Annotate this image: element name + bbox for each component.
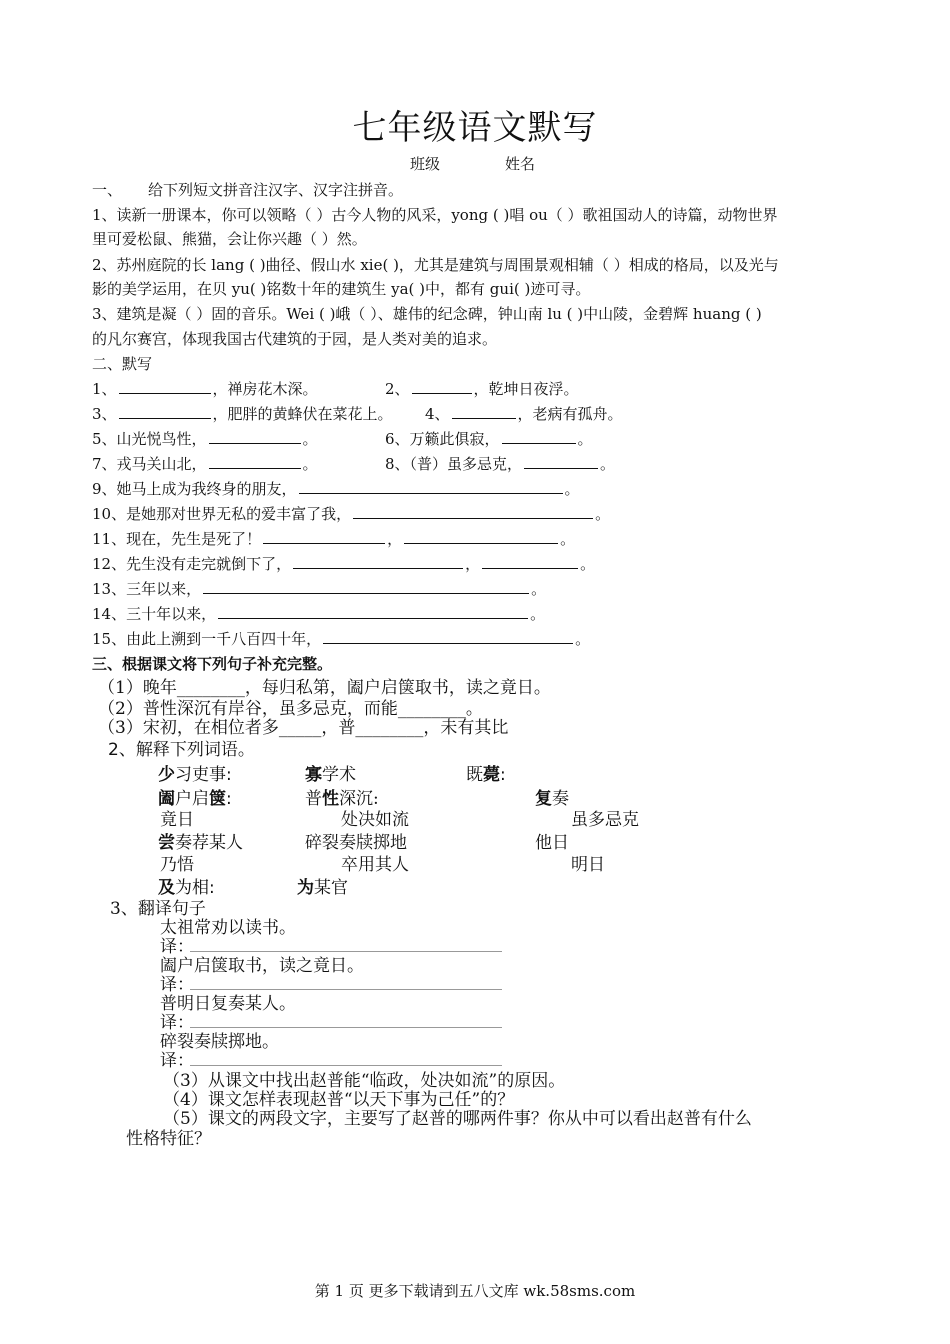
recite-item-10 [92,503,610,524]
page-title: 七年级语文默写 [352,108,598,148]
recite-blank[interactable] [203,579,529,594]
part3-heading: 三、根据课文将下列句子补充完整。 [92,655,333,673]
word-suiduo: 虽多忌克 [571,810,639,830]
word-he-key: 阖 [158,789,175,809]
recite-blank[interactable] [218,604,528,619]
recite-item-15-end: 。 [575,630,591,648]
recite-item-8-text: 8、（普）虽多忌克， [385,455,523,473]
recite-item-2-number: 2、 [385,380,410,398]
recite-item-8 [385,453,615,474]
passage2-line1: 2、苏州庭院的长 lang ( )曲径、假山水 xie( )，尤其是建筑与周围景观相辅（ ）相成的格局，以及光与 [92,256,779,274]
word-fu-rest: 奏 [552,789,569,809]
recite-item-10-end: 。 [595,505,611,523]
recite-blank[interactable] [119,379,211,394]
recite-item-11-end: 。 [560,530,576,548]
translate-label-2: 译： [160,975,194,995]
recite-blank[interactable] [482,554,578,569]
recite-blank[interactable] [299,479,563,494]
recite-blank[interactable] [293,554,463,569]
word-chang-key: 尝 [158,833,175,853]
recite-item-11-mid: ， [387,530,403,548]
recite-blank[interactable] [119,404,211,419]
recite-blank[interactable] [412,379,472,394]
recite-item-1 [92,378,318,399]
complete-sentence-1: （1）晚年________，每归私第，阖户启箧取书，读之竟日。 [98,678,551,698]
recite-item-9-end: 。 [564,480,580,498]
part2-heading: 二、默写 [92,355,153,373]
word-mingri: 明日 [571,855,605,875]
page-footer: 第 1 页 更多下载请到五八文库 wk.58sms.com [314,1282,636,1300]
recite-item-9 [92,478,580,499]
word-ji-rest: 为相: [175,878,215,898]
name-label: 姓名 [505,155,536,173]
word-wei-key: 为 [297,878,314,898]
word-gua [305,760,356,785]
word-gua-key: 寡 [305,765,322,785]
word-xing-key: 性 [322,789,339,809]
recite-item-7 [92,453,318,474]
recite-item-15-text: 15、由此上溯到一千八百四十年， [92,630,322,648]
recite-item-14-text: 14、三十年以来， [92,605,217,623]
recite-item-15 [92,628,590,649]
recite-item-12-text: 12、先生没有走完就倒下了， [92,555,292,573]
recite-item-5-end: 。 [302,430,318,448]
recite-item-3 [92,403,393,424]
recite-item-7-text: 7、戎马关山北， [92,455,207,473]
recite-blank[interactable] [524,454,598,469]
recite-item-10-text: 10、是她那对世界无私的爱丰富了我， [92,505,352,523]
recite-item-6 [385,428,593,449]
passage1-line2: 里可爱松鼠、熊猫，会让你兴趣（ ）然。 [92,230,367,248]
complete-sentence-3: （3）宋初，在相位者多_____，普________，未有其比 [98,718,509,738]
recite-blank[interactable] [263,529,385,544]
recite-item-13-text: 13、三年以来， [92,580,202,598]
recite-item-13-end: 。 [531,580,547,598]
translate-heading: 3、翻译句子 [110,899,206,919]
part1-heading-number: 一、 [92,181,123,199]
word-fu-key: 复 [535,789,552,809]
word-jingri: 竟日 [160,810,194,830]
translate-sentence-3: 普明日复奏某人。 [160,994,296,1014]
recite-item-9-text: 9、她马上成为我终身的朋友， [92,480,297,498]
word-zuyong: 卒用其人 [341,855,409,875]
passage2-line2: 影的美学运用，在贝 yu( )铭数十年的建筑生 ya( )中，都有 gui( )迹可寻。 [92,280,591,298]
recite-item-12-end: 。 [580,555,596,573]
recite-item-12-mid: ， [465,555,481,573]
recite-item-13 [92,578,546,599]
word-suilie: 碎裂奏牍掷地 [305,833,407,853]
recite-blank[interactable] [502,429,576,444]
word-hong-key: 薨 [483,765,500,785]
recite-blank[interactable] [209,454,301,469]
translate-sentence-1: 太祖常劝以读书。 [160,918,296,938]
question-4: （4）课文怎样表现赵普“以天下事为己任”的？ [163,1090,515,1110]
word-hong-prefix: 既 [466,765,483,785]
recite-item-1-number: 1、 [92,380,117,398]
word-tari: 他日 [535,833,569,853]
recite-item-3-number: 3、 [92,405,117,423]
recite-item-12 [92,553,595,574]
recite-item-4 [425,403,623,424]
word-wei [297,873,348,898]
recite-item-7-end: 。 [302,455,318,473]
word-shao [158,760,232,785]
explain-words-heading: 2、解释下列词语。 [108,740,255,760]
recite-item-6-end: 。 [577,430,593,448]
word-naiwu: 乃悟 [160,855,194,875]
word-xing-prefix: 普 [305,789,322,809]
recite-item-2 [385,378,579,399]
class-label: 班级 [410,155,441,173]
passage3-line1: 3、建筑是凝（ ）固的音乐。Wei ( )峨（ ）、雄伟的纪念碑，钟山南 lu ( )中山陵，金碧辉 huang ( ) [92,305,762,323]
word-hong [466,760,506,785]
word-wei-rest: 某官 [314,878,348,898]
translate-sentence-4: 碎裂奏牍掷地。 [160,1032,279,1052]
complete-sentence-2: （2）普性深沉有岸谷，虽多忌克，而能________。 [98,699,483,719]
passage1-line1: 1、读新一册课本，你可以领略（ ）古今人物的风采，yong ( )唱 ou（ ）歌祖国动人的诗篇，动物世界 [92,206,778,224]
recite-item-14 [92,603,545,624]
recite-blank[interactable] [404,529,558,544]
recite-item-1-text: ，禅房花木深。 [212,380,318,398]
translate-label-4: 译： [160,1051,194,1071]
word-chujue: 处决如流 [341,810,409,830]
recite-item-11 [92,528,575,549]
recite-item-14-end: 。 [530,605,546,623]
recite-item-5-text: 5、山光悦鸟性， [92,430,207,448]
recite-blank[interactable] [209,429,301,444]
word-gua-rest: 学术 [322,765,356,785]
translate-label-3: 译： [160,1013,194,1033]
recite-item-4-text: ，老病有孤舟。 [517,405,623,423]
recite-item-2-text: ，乾坤日夜浮。 [473,380,579,398]
word-ji-key: 及 [158,878,175,898]
recite-item-8-end: 。 [600,455,616,473]
passage3-line2: 的凡尔赛宫，体现我国古代建筑的于园，是人类对美的追求。 [92,330,498,348]
word-xing-rest: 深沉: [339,789,379,809]
recite-blank[interactable] [353,504,593,519]
word-fu [535,784,569,809]
word-qie-mid: 户启 [175,789,209,809]
recite-blank[interactable] [323,629,573,644]
recite-item-11-text: 11、现在，先生是死了！ [92,530,262,548]
recite-blank[interactable] [452,404,516,419]
word-hong-colon: : [500,765,506,785]
word-chang-rest: 奏荐某人 [175,833,243,853]
word-shao-rest: 习吏事: [175,765,232,785]
recite-item-4-number: 4、 [425,405,450,423]
translate-label-1: 译： [160,937,194,957]
recite-item-6-text: 6、万籁此俱寂， [385,430,500,448]
translate-sentence-2: 阖户启箧取书，读之竟日。 [160,956,364,976]
question-5-line2: 性格特征？ [126,1129,211,1149]
recite-item-3-text: ，肥胖的黄蜂伏在菜花上。 [212,405,393,423]
word-qie-colon: : [226,789,232,809]
part1-heading: 给下列短文拼音注汉字、汉字注拼音。 [148,181,404,199]
word-shao-key: 少 [158,765,175,785]
recite-item-5 [92,428,318,449]
question-3: （3）从课文中找出赵普能“临政，处决如流”的原因。 [163,1071,566,1091]
word-qie-key: 箧 [209,789,226,809]
question-5-line1: （5）课文的两段文字，主要写了赵普的哪两件事？你从中可以看出赵普有什么 [163,1109,752,1129]
